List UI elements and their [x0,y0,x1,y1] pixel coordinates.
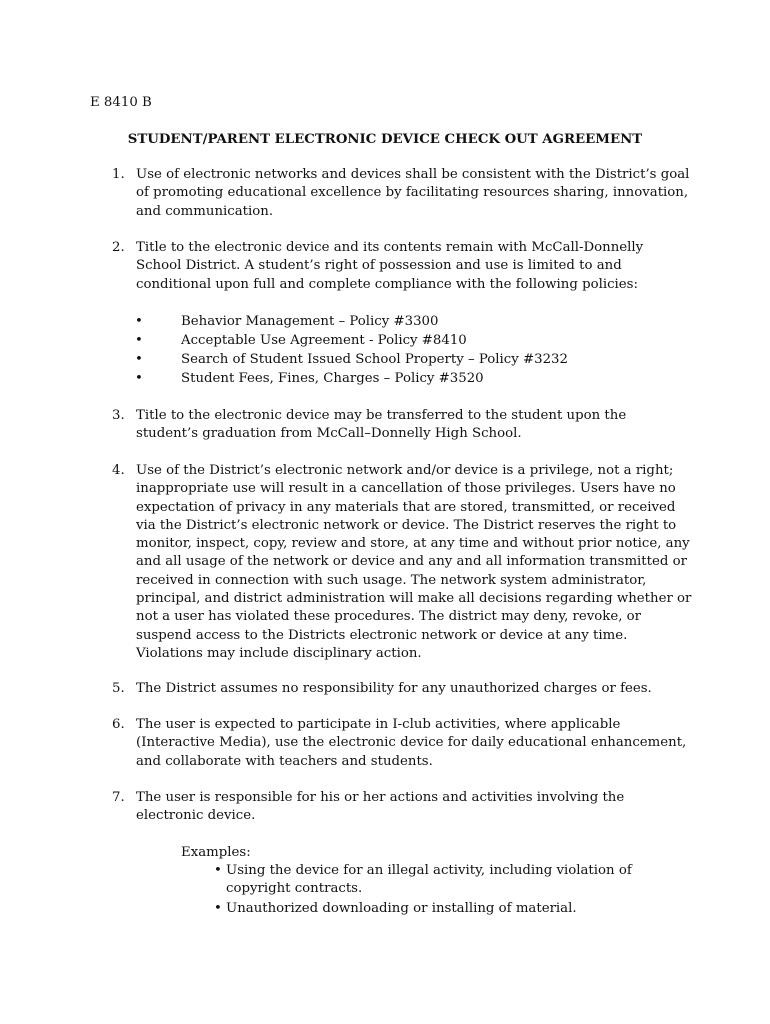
item-number: 6. [112,717,125,732]
item-text: Use of electronic networks and devices shall be consistent with the District’s goal of promoting educational excellence by facilitating resources sharing, innovation, and communication. [136,167,690,219]
item-text: The user is expected to participate in I-club activities, where applicable (Interactive Media), use the electronic device for daily educational enhancement, and collaborate with teachers and students. [136,717,687,769]
example-text: Unauthorized downloading or installing of material. [226,901,577,916]
policy-code: E 8410 B [90,95,152,110]
list-item-6 [112,716,692,771]
examples-label: Examples: [181,845,251,860]
item-number: 4. [112,463,125,478]
list-item-1 [112,166,692,221]
bullet-icon: • [214,863,222,878]
item-text: Title to the electronic device may be transferred to the student upon the student’s graduation from McCall–Donnelly High School. [136,408,627,442]
policy-text: Search of Student Issued School Property – Policy #3232 [181,352,568,367]
bullet-icon: • [214,901,222,916]
policy-list-item [135,351,568,369]
policy-list-item [135,313,438,331]
item-number: 3. [112,408,125,423]
item-text: Use of the District’s electronic network and/or device is a privilege, not a right; inappropriate use will result in a cancellation of those privileges. Users have no expectation of privacy in any materials that are stored, transmitted, or received via the District’s electronic network or device. The District reserves the right to monitor, inspect, copy, review and store, at any time and without prior notice, any and all usage of the network or device and any and all information transmitted or received in connection with such usage. The network system administrator, principal, and district administration will make all decisions regarding whether or not a user has violated these procedures. The district may deny, revoke, or suspend access to the Districts electronic network or device at any time. Violations may include disciplinary action. [136,463,692,661]
example-text: Using the device for an illegal activity, including violation of copyright contracts. [226,863,632,897]
item-number: 7. [112,790,125,805]
list-item-7 [112,789,692,826]
example-item [214,862,694,899]
bullet-icon: • [135,333,143,348]
policy-text: Behavior Management – Policy #3300 [181,314,439,329]
example-item [214,900,694,918]
policy-list-item [135,370,484,388]
bullet-icon: • [135,371,143,386]
item-text: Title to the electronic device and its contents remain with McCall-Donnelly School District. A student’s right of possession and use is limited to and conditional upon full and complete compliance with the following policies: [136,240,644,292]
policy-list-item [135,332,467,350]
item-number: 1. [112,167,125,182]
item-number: 5. [112,681,125,696]
bullet-icon: • [135,352,143,367]
item-text: The District assumes no responsibility for any unauthorized charges or fees. [136,681,652,696]
document-title: STUDENT/PARENT ELECTRONIC DEVICE CHECK OUT AGREEMENT [127,132,643,147]
list-item-5 [112,680,692,698]
policy-text: Student Fees, Fines, Charges – Policy #3520 [181,371,484,386]
list-item-2 [112,239,692,294]
bullet-icon: • [135,314,143,329]
item-text: The user is responsible for his or her actions and activities involving the electronic device. [136,790,625,824]
list-item-4 [112,462,692,663]
item-number: 2. [112,240,125,255]
policy-text: Acceptable Use Agreement - Policy #8410 [181,333,467,348]
list-item-3 [112,407,692,444]
